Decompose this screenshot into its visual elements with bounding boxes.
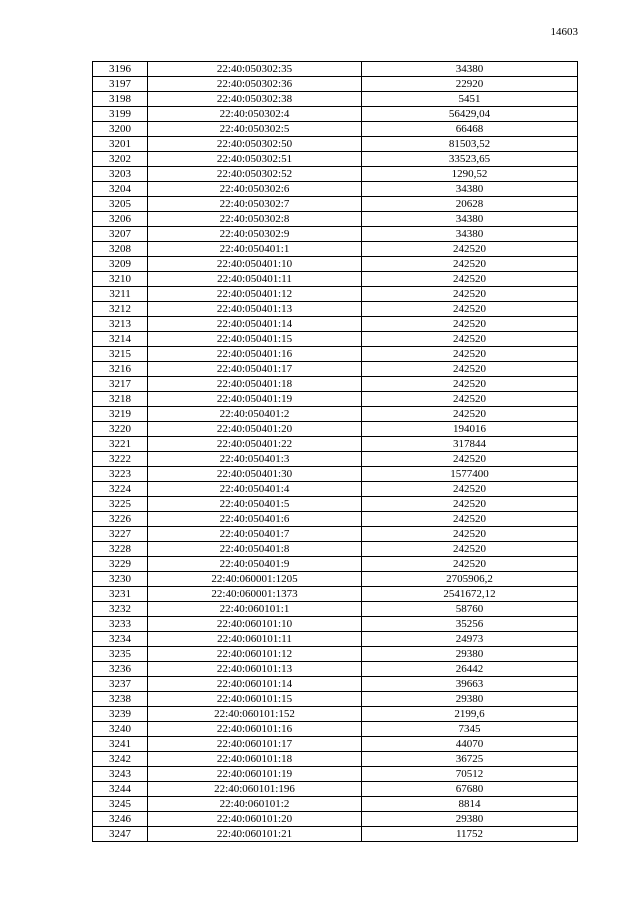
value-cell: 242520 [362,482,578,497]
table-row [93,302,578,317]
row-number-cell: 3226 [93,512,148,527]
cadastral-number-cell: 22:40:050302:6 [148,182,362,197]
table-body [93,62,578,842]
table-row [93,137,578,152]
row-number-cell: 3242 [93,752,148,767]
cadastral-number-cell: 22:40:060001:1373 [148,587,362,602]
row-number-cell: 3243 [93,767,148,782]
table-row [93,332,578,347]
cadastral-number-cell: 22:40:060101:15 [148,692,362,707]
value-cell: 35256 [362,617,578,632]
table-row [93,527,578,542]
value-cell: 36725 [362,752,578,767]
value-cell: 67680 [362,782,578,797]
table-row [93,797,578,812]
cadastral-number-cell: 22:40:050302:5 [148,122,362,137]
row-number-cell: 3232 [93,602,148,617]
cadastral-number-cell: 22:40:050302:9 [148,227,362,242]
cadastral-number-cell: 22:40:060101:152 [148,707,362,722]
value-cell: 242520 [362,272,578,287]
row-number-cell: 3219 [93,407,148,422]
row-number-cell: 3206 [93,212,148,227]
row-number-cell: 3246 [93,812,148,827]
cadastral-number-cell: 22:40:060101:1 [148,602,362,617]
row-number-cell: 3230 [93,572,148,587]
cadastral-number-cell: 22:40:060101:18 [148,752,362,767]
value-cell: 24973 [362,632,578,647]
table-row [93,77,578,92]
value-cell: 33523,65 [362,152,578,167]
table-row [93,632,578,647]
table-row [93,377,578,392]
value-cell: 44070 [362,737,578,752]
row-number-cell: 3237 [93,677,148,692]
cadastral-number-cell: 22:40:060101:13 [148,662,362,677]
row-number-cell: 3209 [93,257,148,272]
table-row [93,752,578,767]
cadastral-number-cell: 22:40:050401:2 [148,407,362,422]
table-row [93,737,578,752]
table-row [93,467,578,482]
cadastral-number-cell: 22:40:050302:8 [148,212,362,227]
row-number-cell: 3234 [93,632,148,647]
row-number-cell: 3202 [93,152,148,167]
value-cell: 242520 [362,317,578,332]
value-cell: 5451 [362,92,578,107]
table-row [93,677,578,692]
table-row [93,392,578,407]
value-cell: 242520 [362,287,578,302]
cadastral-number-cell: 22:40:050401:12 [148,287,362,302]
cadastral-number-cell: 22:40:050401:6 [148,512,362,527]
value-cell: 194016 [362,422,578,437]
value-cell: 1577400 [362,467,578,482]
row-number-cell: 3222 [93,452,148,467]
table-row [93,272,578,287]
cadastral-table [92,61,578,842]
row-number-cell: 3196 [93,62,148,77]
cadastral-number-cell: 22:40:060101:21 [148,827,362,842]
table-row [93,422,578,437]
cadastral-number-cell: 22:40:050401:17 [148,362,362,377]
value-cell: 39663 [362,677,578,692]
row-number-cell: 3240 [93,722,148,737]
cadastral-number-cell: 22:40:050302:4 [148,107,362,122]
table-row [93,407,578,422]
value-cell: 242520 [362,452,578,467]
table-row [93,92,578,107]
table-row [93,647,578,662]
table-row [93,512,578,527]
table-row [93,557,578,572]
cadastral-number-cell: 22:40:050401:30 [148,467,362,482]
row-number-cell: 3247 [93,827,148,842]
row-number-cell: 3199 [93,107,148,122]
value-cell: 29380 [362,647,578,662]
row-number-cell: 3198 [93,92,148,107]
row-number-cell: 3216 [93,362,148,377]
table-row [93,212,578,227]
cadastral-number-cell: 22:40:050401:19 [148,392,362,407]
row-number-cell: 3224 [93,482,148,497]
row-number-cell: 3233 [93,617,148,632]
value-cell: 34380 [362,212,578,227]
value-cell: 242520 [362,407,578,422]
value-cell: 242520 [362,302,578,317]
value-cell: 242520 [362,362,578,377]
value-cell: 70512 [362,767,578,782]
cadastral-number-cell: 22:40:050401:16 [148,347,362,362]
cadastral-number-cell: 22:40:060101:17 [148,737,362,752]
cadastral-number-cell: 22:40:060101:11 [148,632,362,647]
row-number-cell: 3200 [93,122,148,137]
cadastral-number-cell: 22:40:050302:36 [148,77,362,92]
value-cell: 242520 [362,497,578,512]
cadastral-number-cell: 22:40:050302:51 [148,152,362,167]
value-cell: 242520 [362,242,578,257]
cadastral-number-cell: 22:40:050401:8 [148,542,362,557]
cadastral-number-cell: 22:40:050401:1 [148,242,362,257]
row-number-cell: 3228 [93,542,148,557]
value-cell: 20628 [362,197,578,212]
row-number-cell: 3203 [93,167,148,182]
row-number-cell: 3231 [93,587,148,602]
table-row [93,587,578,602]
table-row [93,662,578,677]
row-number-cell: 3239 [93,707,148,722]
row-number-cell: 3211 [93,287,148,302]
cadastral-number-cell: 22:40:050401:15 [148,332,362,347]
row-number-cell: 3212 [93,302,148,317]
cadastral-number-cell: 22:40:050401:18 [148,377,362,392]
row-number-cell: 3205 [93,197,148,212]
cadastral-number-cell: 22:40:060101:19 [148,767,362,782]
value-cell: 242520 [362,347,578,362]
table-row [93,287,578,302]
row-number-cell: 3245 [93,797,148,812]
value-cell: 56429,04 [362,107,578,122]
row-number-cell: 3210 [93,272,148,287]
value-cell: 242520 [362,557,578,572]
row-number-cell: 3218 [93,392,148,407]
cadastral-number-cell: 22:40:050401:7 [148,527,362,542]
table-row [93,812,578,827]
value-cell: 29380 [362,692,578,707]
row-number-cell: 3236 [93,662,148,677]
table-row [93,827,578,842]
table-row [93,197,578,212]
table-row [93,317,578,332]
cadastral-number-cell: 22:40:050302:7 [148,197,362,212]
value-cell: 242520 [362,512,578,527]
value-cell: 29380 [362,812,578,827]
row-number-cell: 3241 [93,737,148,752]
table-row [93,167,578,182]
cadastral-number-cell: 22:40:060101:16 [148,722,362,737]
value-cell: 58760 [362,602,578,617]
cadastral-number-cell: 22:40:050302:50 [148,137,362,152]
row-number-cell: 3217 [93,377,148,392]
cadastral-number-cell: 22:40:050401:5 [148,497,362,512]
row-number-cell: 3220 [93,422,148,437]
table-row [93,452,578,467]
cadastral-number-cell: 22:40:050401:4 [148,482,362,497]
row-number-cell: 3235 [93,647,148,662]
cadastral-number-cell: 22:40:050401:22 [148,437,362,452]
row-number-cell: 3213 [93,317,148,332]
row-number-cell: 3223 [93,467,148,482]
cadastral-number-cell: 22:40:050401:10 [148,257,362,272]
value-cell: 34380 [362,227,578,242]
row-number-cell: 3238 [93,692,148,707]
value-cell: 81503,52 [362,137,578,152]
row-number-cell: 3225 [93,497,148,512]
cadastral-number-cell: 22:40:050302:38 [148,92,362,107]
table-row [93,617,578,632]
value-cell: 242520 [362,332,578,347]
cadastral-number-cell: 22:40:050401:20 [148,422,362,437]
cadastral-number-cell: 22:40:050302:35 [148,62,362,77]
row-number-cell: 3197 [93,77,148,92]
cadastral-number-cell: 22:40:060101:196 [148,782,362,797]
table-row [93,767,578,782]
table-row [93,602,578,617]
cadastral-number-cell: 22:40:050401:14 [148,317,362,332]
table-row [93,257,578,272]
cadastral-number-cell: 22:40:050401:13 [148,302,362,317]
row-number-cell: 3214 [93,332,148,347]
value-cell: 242520 [362,377,578,392]
table-row [93,782,578,797]
cadastral-number-cell: 22:40:060101:12 [148,647,362,662]
table-row [93,692,578,707]
table-row [93,437,578,452]
cadastral-number-cell: 22:40:050401:11 [148,272,362,287]
value-cell: 1290,52 [362,167,578,182]
value-cell: 11752 [362,827,578,842]
cadastral-number-cell: 22:40:050302:52 [148,167,362,182]
row-number-cell: 3244 [93,782,148,797]
cadastral-number-cell: 22:40:060101:10 [148,617,362,632]
value-cell: 2199,6 [362,707,578,722]
value-cell: 66468 [362,122,578,137]
value-cell: 242520 [362,527,578,542]
value-cell: 242520 [362,542,578,557]
table-row [93,707,578,722]
page-number: 14603 [550,26,578,38]
table-row [93,227,578,242]
table-row [93,722,578,737]
value-cell: 2541672,12 [362,587,578,602]
table-row [93,242,578,257]
value-cell: 242520 [362,392,578,407]
table-row [93,122,578,137]
value-cell: 2705906,2 [362,572,578,587]
value-cell: 242520 [362,257,578,272]
row-number-cell: 3215 [93,347,148,362]
row-number-cell: 3221 [93,437,148,452]
value-cell: 34380 [362,182,578,197]
table-row [93,497,578,512]
value-cell: 34380 [362,62,578,77]
table-row [93,482,578,497]
value-cell: 26442 [362,662,578,677]
cadastral-number-cell: 22:40:050401:9 [148,557,362,572]
cadastral-number-cell: 22:40:060101:14 [148,677,362,692]
table-row [93,542,578,557]
row-number-cell: 3207 [93,227,148,242]
cadastral-number-cell: 22:40:050401:3 [148,452,362,467]
row-number-cell: 3201 [93,137,148,152]
row-number-cell: 3229 [93,557,148,572]
cadastral-number-cell: 22:40:060101:20 [148,812,362,827]
table-row [93,107,578,122]
table-row [93,572,578,587]
value-cell: 8814 [362,797,578,812]
cadastral-number-cell: 22:40:060001:1205 [148,572,362,587]
table-row [93,182,578,197]
row-number-cell: 3204 [93,182,148,197]
value-cell: 7345 [362,722,578,737]
value-cell: 22920 [362,77,578,92]
table-row [93,62,578,77]
row-number-cell: 3227 [93,527,148,542]
value-cell: 317844 [362,437,578,452]
cadastral-number-cell: 22:40:060101:2 [148,797,362,812]
row-number-cell: 3208 [93,242,148,257]
table-row [93,347,578,362]
table-row [93,152,578,167]
table-row [93,362,578,377]
